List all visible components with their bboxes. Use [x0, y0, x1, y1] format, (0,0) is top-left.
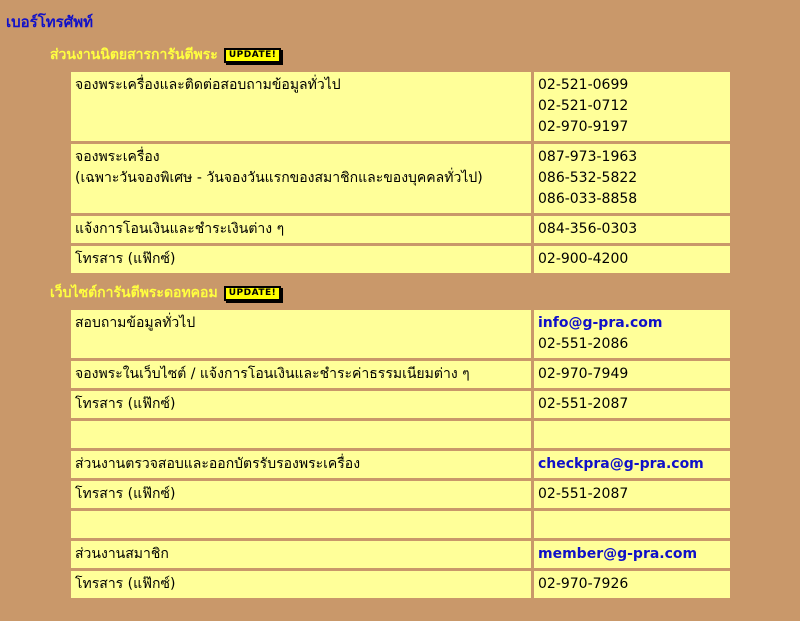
table-row: [71, 481, 730, 508]
phone-number: 02-970-7926: [538, 576, 629, 592]
table-row: [71, 361, 730, 388]
row-phones: [534, 391, 730, 418]
description-line: จองพระเครื่องและติดต่อสอบถามข้อมูลทั่วไป: [75, 77, 341, 93]
phone-number: 087-973-1963: [538, 149, 638, 165]
table-row: [71, 391, 730, 418]
table-row: [71, 216, 730, 243]
row-contacts: [534, 310, 730, 358]
row-phones: [534, 144, 730, 213]
table-row: [71, 451, 730, 478]
description-line: ส่วนงานตรวจสอบและออกบัตรรับรองพระเครื่อง: [75, 456, 361, 472]
row-description: [71, 511, 531, 538]
update-badge: UPDATE!: [224, 286, 282, 301]
table-row: [71, 541, 730, 568]
row-description: [71, 361, 531, 388]
section-heading-magazine: [50, 44, 281, 66]
phone-number: 02-521-0699: [538, 77, 629, 93]
email-link[interactable]: info@g-pra.com: [538, 315, 663, 331]
row-description: [71, 246, 531, 273]
email-link[interactable]: checkpra@g-pra.com: [538, 456, 704, 472]
description-line: จองพระในเว็บไซต์ / แจ้งการโอนเงินและชำระค่าธรรมเนียมต่าง ๆ: [75, 366, 470, 382]
description-line: (เฉพาะวันจองพิเศษ - วันจองวันแรกของสมาชิกและของบุคคลทั่วไป): [75, 170, 483, 186]
description-line: โทรสาร (แฟ๊กซ์): [75, 576, 176, 592]
table-row: [71, 246, 730, 273]
row-description: [71, 216, 531, 243]
phone-number: 02-900-4200: [538, 251, 629, 267]
phone-number: 02-551-2087: [538, 396, 629, 412]
phone-number: 086-033-8858: [538, 191, 638, 207]
description-line: แจ้งการโอนเงินและชำระเงินต่าง ๆ: [75, 221, 285, 237]
row-description: [71, 310, 531, 358]
section-heading-website-label: เว็บไซต์การันตีพระดอทคอม: [50, 285, 218, 301]
table-row: [71, 144, 730, 213]
row-phones: [534, 481, 730, 508]
table-row: [71, 310, 730, 358]
description-line: สอบถามข้อมูลทั่วไป: [75, 315, 196, 331]
table-row: [71, 571, 730, 598]
table-row: [71, 72, 730, 141]
row-phones: [534, 421, 730, 448]
row-description: [71, 144, 531, 213]
row-contacts: [534, 541, 730, 568]
description-line: โทรสาร (แฟ๊กซ์): [75, 486, 176, 502]
phone-number: 02-521-0712: [538, 98, 629, 114]
description-line: โทรสาร (แฟ๊กซ์): [75, 251, 176, 267]
row-phones: [534, 72, 730, 141]
phone-number: 086-532-5822: [538, 170, 638, 186]
row-description: [71, 481, 531, 508]
row-description: [71, 451, 531, 478]
row-phones: [534, 246, 730, 273]
row-description: [71, 391, 531, 418]
row-phones: [534, 511, 730, 538]
description-line: โทรสาร (แฟ๊กซ์): [75, 396, 176, 412]
phone-number: 02-551-2087: [538, 486, 629, 502]
magazine-contacts-table: [68, 69, 733, 276]
section-heading-website: [50, 282, 281, 304]
row-description: [71, 421, 531, 448]
row-phones: [534, 216, 730, 243]
description-line: ส่วนงานสมาชิก: [75, 546, 169, 562]
row-phones: [534, 571, 730, 598]
update-badge: UPDATE!: [224, 48, 282, 63]
phone-number: 084-356-0303: [538, 221, 638, 237]
row-description: [71, 541, 531, 568]
row-contacts: [534, 451, 730, 478]
table-row-empty: [71, 421, 730, 448]
website-contacts-table: [68, 307, 733, 601]
table-row-empty: [71, 511, 730, 538]
section-heading-magazine-label: ส่วนงานนิตยสารการันตีพระ: [50, 47, 218, 63]
description-line: จองพระเครื่อง: [75, 149, 160, 165]
row-description: [71, 72, 531, 141]
row-phones: [534, 361, 730, 388]
row-description: [71, 571, 531, 598]
page-title: เบอร์โทรศัพท์: [6, 13, 94, 31]
phone-number: 02-970-9197: [538, 119, 629, 135]
email-link[interactable]: member@g-pra.com: [538, 546, 698, 562]
phone-number: 02-970-7949: [538, 366, 629, 382]
phone-number: 02-551-2086: [538, 336, 629, 352]
